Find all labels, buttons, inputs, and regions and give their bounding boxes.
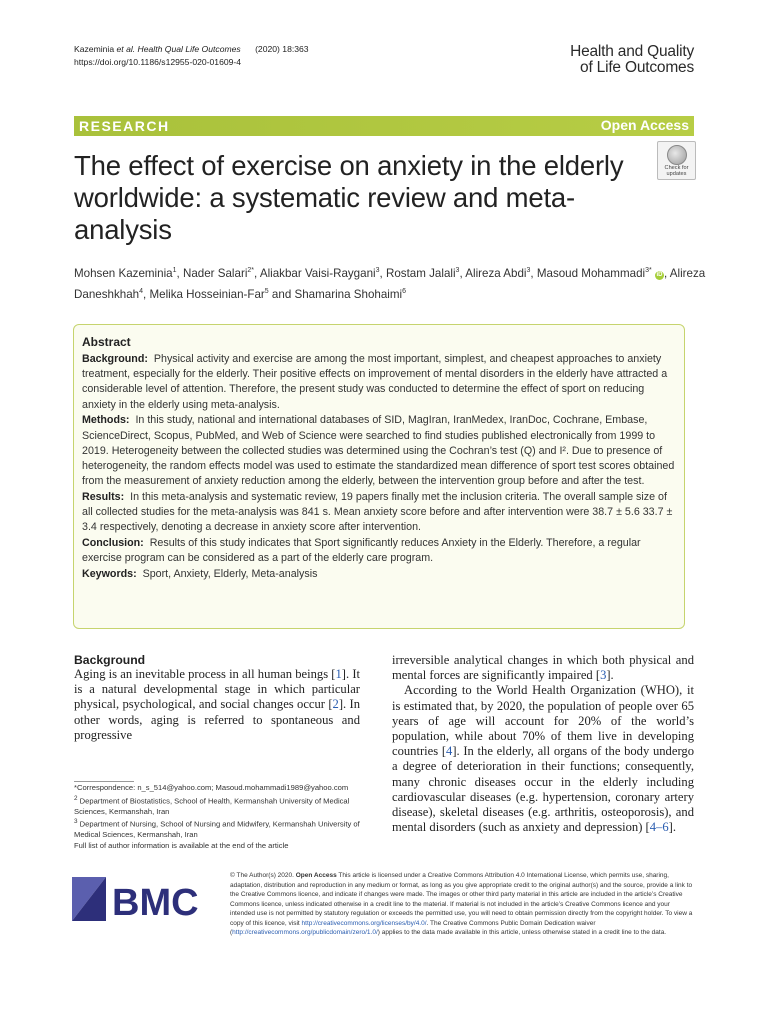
author-list (74, 262, 714, 304)
reference-link[interactable]: 4–6 (649, 820, 669, 835)
body-text: ]. It is a natural developmental stage in which particular physical, psychological, and social changes occur [ (74, 667, 361, 712)
body-text: ]. In the elderly, all organs of the body undergo a degree of deterioration in their functions; consequently, many chronic diseases occur in the elderly including cardiovascular diseases (e.g. hypertension, coronary artery disease), skeletal diseases (e.g. arthritis, osteoporosis), and mental disorders (such as anxiety and depression) [ (392, 744, 694, 835)
author-name: and Shamarina Shohaimi (268, 287, 403, 301)
body-column-right (392, 653, 694, 835)
abstract-keywords (82, 567, 676, 582)
abstract-methods-label: Methods: (82, 414, 130, 427)
orcid-icon[interactable]: iD (656, 271, 663, 278)
article-type-banner (74, 116, 694, 136)
citation-line (74, 43, 309, 56)
author-name: Mohsen Kazeminia (74, 266, 173, 280)
article-title: The effect of exercise on anxiety in the elderly worldwide: a systematic review and meta-analysis (74, 150, 624, 245)
reference-link[interactable]: 3 (600, 668, 607, 683)
license-statement (230, 871, 694, 938)
body-text: irreversible analytical changes in which both physical and mental forces are significantly impaired [ (392, 653, 694, 683)
section-heading-background: Background (74, 653, 146, 667)
reference-link[interactable]: 4 (446, 744, 453, 759)
abstract-keywords-text: Sport, Anxiety, Elderly, Meta-analysis (142, 567, 318, 580)
author-affiliation: 5 (264, 287, 269, 295)
reference-link[interactable]: 1 (335, 667, 342, 681)
reference-link[interactable]: 2 (332, 697, 339, 712)
abstract-methods-text: In this study, national and international databases of SID, MagIran, IranMedex, IranDoc, Cochrane, Embase, ScienceDirect, Scopus, PubMed, and Web of Science were searched to find studies published electronically from 1999 to 2019. Heterogeneity between the collected studies was determined using the Cochran’s test (Q) and I². Due to presence of heterogeneity, the random effects model was used to estimate the standardized mean difference of sport test scores obtained from the measurement of anxiety reduction among the elderly, between the intervention group before and after the test. (82, 414, 675, 488)
affiliation-note (74, 794, 374, 818)
body-paragraph (392, 653, 694, 683)
correspondence-note: *Correspondence: n_s_514@yahoo.com; Masoud.mohammadi1989@yahoo.com (74, 783, 349, 792)
abstract-heading: Abstract (82, 335, 131, 349)
citation-etal: et al. (116, 44, 136, 54)
check-updates-icon (667, 145, 687, 165)
abstract-results-label: Results: (82, 490, 125, 503)
author-name: , Alireza Daneshkhah (74, 266, 706, 301)
abstract-background-label: Background: (82, 353, 148, 365)
author-name: , Aliakbar Vaisi-Raygani (254, 266, 376, 280)
author-name: , Masoud Mohammadi (530, 266, 646, 280)
license-text: This article is licensed under a Creative Commons Attribution 4.0 International License, which permits use, sharing, adaptation, distribution and reproduction in any medium or format, as long as you give appropriate credit to the original author(s) and the source, provide a link to the Creative Commons licence, and indicate if changes were made. The images or other third party material in this article are included in the article’s Creative Commons licence, unless indicated otherwise in a credit line to the material. If material is not included in the article’s Creative Commons licence and your intended use is not permitted by statutory regulation or exceeds the permitted use, you will need to obtain permission directly from the copyright holder. To view a copy of this licence, visit (230, 872, 693, 927)
body-text: ]. (668, 820, 676, 835)
abstract-conclusion (82, 536, 676, 566)
citation-year-volume: (2020) 18:363 (255, 44, 309, 54)
abstract-conclusion-text: Results of this study indicates that Sport significantly reduces Anxiety in the Elderly. Therefore, a regular exercise program can be considered as a part of the elderly care program. (82, 536, 641, 565)
author-affiliation: 4 (139, 287, 144, 295)
journal-name (570, 44, 694, 76)
abstract-conclusion-label: Conclusion: (82, 536, 144, 549)
check-updates-line1: Check for (664, 165, 689, 171)
license-link[interactable]: http://creativecommons.org/publicdomain/zero/1.0/ (232, 929, 378, 936)
body-text: ]. In other words, aging is referred to spontaneous and progressive (74, 697, 360, 742)
journal-name-line-1: Health and Quality (570, 43, 694, 60)
affiliation-number: 3 (74, 818, 78, 826)
bmc-logo (72, 871, 214, 927)
affiliation-text: Department of Nursing, School of Nursing and Midwifery, Kermanshah University of Medical Sciences, Kermanshah, Iran (74, 819, 360, 840)
full-author-info-note: Full list of author information is available at the end of the article (74, 840, 289, 850)
author-affiliation: 3 (455, 267, 460, 274)
check-for-updates-badge[interactable] (657, 141, 696, 180)
license-text: ) applies to the data made available in this article, unless otherwise stated in a credit line to the data. (377, 929, 667, 936)
author-affiliation: 3* (645, 267, 652, 274)
author-name: , Nader Salari (176, 266, 248, 280)
journal-name-line-2: of Life Outcomes (580, 59, 694, 76)
footnote-divider (74, 781, 134, 782)
body-text: Aging is an inevitable process in all human beings [ (74, 667, 336, 681)
abstract-results (82, 490, 676, 536)
author-name: , Melika Hosseinian-Far (143, 287, 265, 301)
bmc-logo-text: BMC (112, 882, 199, 924)
abstract-keywords-label: Keywords: (82, 567, 137, 580)
author-affiliation: 6 (402, 287, 407, 295)
body-text: ]. (606, 668, 614, 683)
abstract-results-text: In this meta-analysis and systematic review, 19 papers finally met the inclusion criteria. The overall sample size of all collected studies for the meta-analysis was 841 s. Mean anxiety score before and after intervention were 38.7 ± 5.6 33.7 ± 3.4 respectively, denoting a decrease in anxiety score after intervention. (82, 490, 673, 534)
affiliation-number: 2 (74, 794, 78, 802)
license-text: . The Creative Commons Public Domain Dedication waiver ( (230, 919, 596, 936)
citation-journal: Health Qual Life Outcomes (135, 44, 241, 54)
open-access-label: Open Access (600, 117, 689, 133)
body-paragraph (74, 667, 360, 743)
abstract-methods (82, 413, 676, 489)
license-text: © The Author(s) 2020. (230, 872, 296, 879)
author-name: , Rostam Jalali (379, 266, 456, 280)
citation-header (74, 43, 309, 69)
abstract-background-text: Physical activity and exercise are among the most important, simplest, and cheapest approaches to anxiety treatment, especially for the elderly. Their positive effects on improvement of mental disorders in the elderly have attracted a considerable level of attention. Therefore, the present study was conducted to determine the effect of sport on reducing anxiety in the elderly using meta-analysis. (82, 353, 668, 411)
author-affiliation: 2* (247, 267, 255, 274)
author-affiliation: 3 (526, 267, 531, 274)
check-updates-line2: updates (666, 171, 687, 177)
author-name: , Alireza Abdi (459, 266, 527, 280)
citation-authors: Kazeminia (74, 44, 117, 54)
abstract-box (73, 324, 685, 629)
body-text: According to the World Health Organization (WHO), it is estimated that, by 2020, the population of people over 65 years of age will account for 20% of the world’s population, while about 70% of them live in developing countries [ (392, 683, 694, 759)
license-link[interactable]: http://creativecommons.org/licenses/by/4.0/ (301, 919, 427, 927)
affiliation-text: Department of Biostatistics, School of Health, Kermanshah University of Medical Sciences, Kermanshah, Iran (74, 796, 350, 816)
license-open-access: Open Access (295, 872, 337, 879)
doi-link[interactable]: https://doi.org/10.1186/s12955-020-01609-4 (74, 57, 242, 67)
body-column-left (74, 653, 360, 743)
affiliation-note (74, 817, 374, 841)
abstract-background (82, 352, 676, 413)
author-affiliation: 1 (172, 267, 177, 274)
research-label: RESEARCH (79, 118, 170, 134)
footnotes (74, 783, 374, 851)
author-affiliation: 3 (375, 267, 380, 274)
body-paragraph (392, 683, 694, 835)
